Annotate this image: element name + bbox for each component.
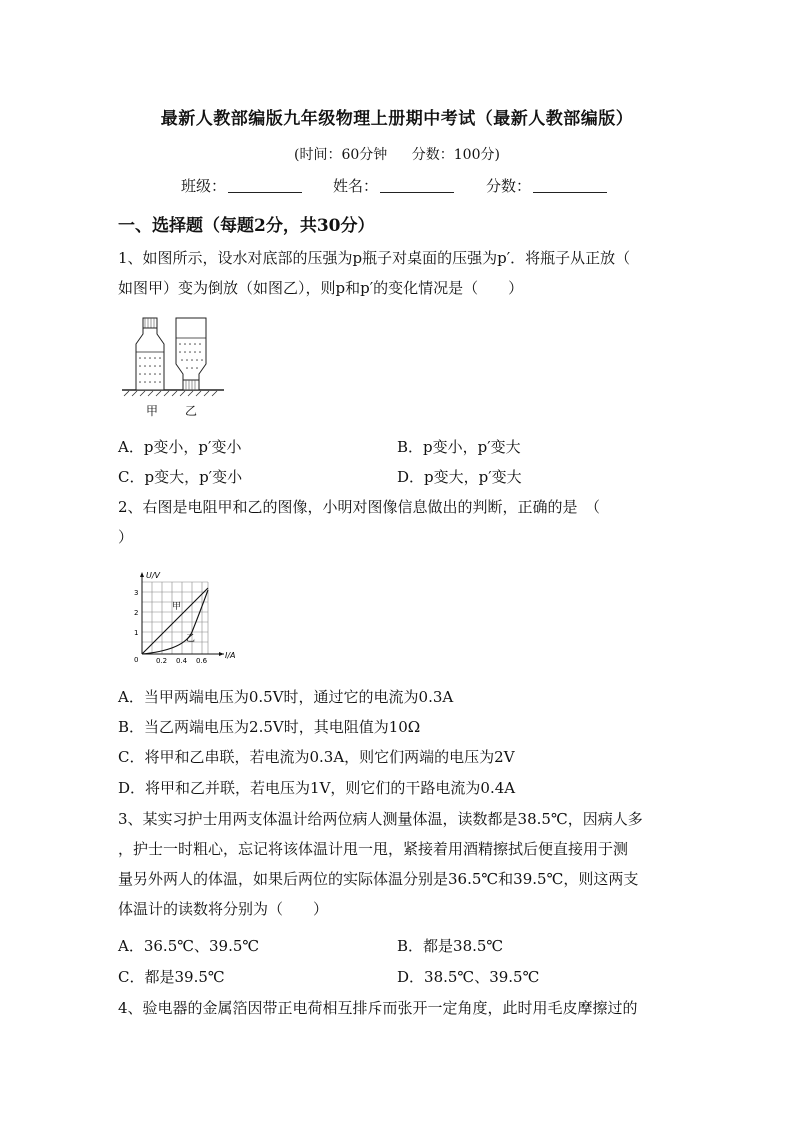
bottle-inverted — [176, 318, 206, 390]
exam-title: 最新人教部编版九年级物理上册期中考试（最新人教部编版） — [160, 109, 634, 129]
q3-option-b[interactable]: B．都是38.5℃ — [397, 937, 504, 955]
label-yi: 乙 — [185, 404, 198, 418]
name-field: 姓名： — [333, 175, 454, 196]
score-blank[interactable] — [533, 178, 607, 193]
x-tick-0.6: 0.6 — [196, 657, 208, 665]
series-yi-label: 乙 — [186, 634, 196, 644]
q3-option-c[interactable]: C．都是39.5℃ — [118, 968, 225, 986]
question-2: 2、右图是电阻甲和乙的图像，小明对图像信息做出的判断，正确的是 （ ） — [118, 498, 601, 546]
y-axis-label: U/V — [146, 571, 161, 580]
bottles-figure — [118, 314, 228, 422]
origin-label: 0 — [134, 656, 139, 664]
exam-subtitle — [0, 144, 794, 164]
q2-option-b[interactable]: B．当乙两端电压为2.5V时，其电阻值为10Ω — [118, 718, 421, 736]
q1-option-b[interactable]: B．p变小，p′变大 — [397, 438, 521, 456]
x-tick-0.4: 0.4 — [176, 657, 188, 665]
series-jia-label: 甲 — [172, 602, 182, 612]
score-field: 分数： — [486, 175, 607, 196]
x-tick-0.2: 0.2 — [156, 657, 168, 665]
iv-graph — [128, 568, 238, 668]
y-tick-2: 2 — [134, 609, 139, 617]
y-tick-1: 1 — [134, 629, 139, 637]
q2-option-a[interactable]: A．当甲两端电压为0.5V时，通过它的电流为0.3A — [118, 688, 454, 706]
q1-option-c[interactable]: C．p变大，p′变小 — [118, 468, 243, 486]
class-field: 班级： — [181, 175, 302, 196]
y-tick-3: 3 — [134, 589, 139, 597]
name-blank[interactable] — [380, 178, 454, 193]
q1-option-a[interactable]: A．p变小，p′变小 — [118, 438, 242, 456]
x-axis-label: I/A — [225, 651, 236, 660]
label-jia: 甲 — [146, 404, 159, 418]
class-blank[interactable] — [228, 178, 302, 193]
q3-option-a[interactable]: A．36.5℃、39.5℃ — [118, 937, 260, 955]
question-3: 3、某实习护士用两支体温计给两位病人测量体温，读数都是38.5℃，因病人多 ，护士一时粗心，忘记将该体温计甩一甩，紧接着用酒精擦拭后便直接用于测 量另外两人的体温，如果后两位的实际体温分别是36.5℃和39.5℃，则这两支 体温计的读数将分别为（ ） — [118, 810, 643, 918]
q3-option-d[interactable]: D．38.5℃、39.5℃ — [397, 968, 540, 986]
time-label: (时间：60分钟 — [294, 147, 388, 163]
total-score-label: 分数：100分) — [411, 147, 500, 163]
q2-option-c[interactable]: C．将甲和乙串联，若电流为0.3A，则它们两端的电压为2V — [118, 748, 515, 766]
q2-option-d[interactable]: D．将甲和乙并联，若电压为1V，则它们的干路电流为0.4A — [118, 779, 516, 797]
question-1: 1、如图所示，设水对底部的压强为p瓶子对桌面的压强为p′．将瓶子从正放（ 如图甲）变为倒放（如图乙），则p和p′的变化情况是（ ） — [118, 249, 631, 297]
q1-option-d[interactable]: D．p变大，p′变大 — [397, 468, 522, 486]
bottle-upright — [136, 318, 164, 390]
question-4: 4、验电器的金属箔因带正电荷相互排斥而张开一定角度，此时用毛皮摩擦过的 — [118, 999, 638, 1017]
section-heading: 一、选择题（每题2分，共30分） — [118, 216, 375, 236]
